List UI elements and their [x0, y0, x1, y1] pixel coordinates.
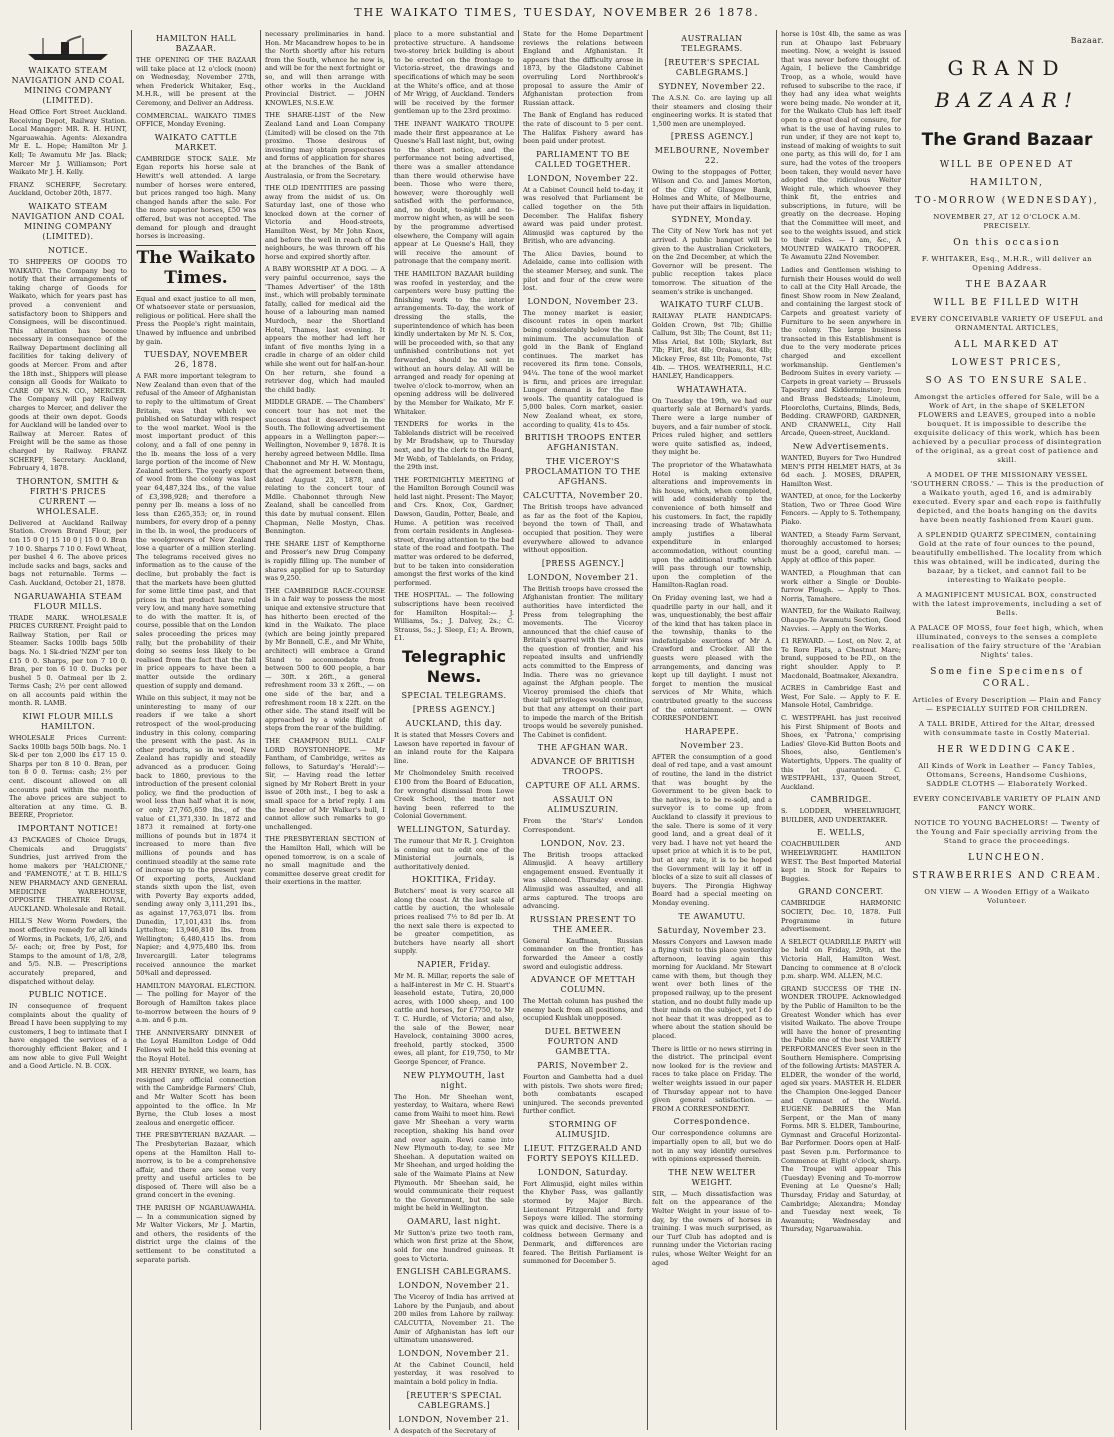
- column-8-bazaar-ad: [907, 30, 1107, 1430]
- article-paragraph: THE SHARE-LIST of the New Zealand Land and Loan Company (Limited) will be closed on the 7th proximo. Those desirous of investing may obtain prospectuses and forms of application for shares at the branches of the Bank of Australasia, or from the Secretary.: [265, 111, 385, 180]
- article-heading: LONDON, Saturday.: [537, 1167, 629, 1177]
- article-paragraph: The proprietor of the Whatawhata Hotel is making extensive alterations and improvements in his house, which, when completed, will add considerably to the convenience of both himself and his customers. In fact, the rapidly increasing trade of Whatawhata amply justifies a liberal expenditure in enlarged accommodation, without counting upon the additional traffic which will pass through our township, upon the completion of the Hamilton-Raglan road.: [652, 461, 772, 590]
- article-paragraph: Messrs Conyers and Lawson made a flying visit to this place yesterday afternoon, leaving again this morning for Auckland. Mr Stewart came with them, but though they went over both lines of the proposed railway, up to the present station, and no doubt fully made up their minds on the subject, yet I do not hear that it was dropped as to where about the station should be placed.: [652, 937, 772, 1041]
- article-paragraph: THE PARISH OF NGARUAWAHIA. — In a communication signed by Mr Walter Vickers, Mr J. Martin, and others, the residents of the district urge the claims of the settlement to be constituted a separate parish.: [136, 1204, 256, 1264]
- article-heading: Correspondence.: [673, 1117, 751, 1127]
- bazaar-exclaim-heading: BAZAAR!: [934, 88, 1080, 112]
- article-heading: WAIKATO STEAM NAVIGATION AND COAL MINING COMPANY (LIMITED).: [11, 66, 125, 105]
- bazaar-ad-lines: [910, 159, 1104, 906]
- article-heading: ASSAULT ON ALIMUSZURIN.: [547, 795, 619, 815]
- article-heading: WELLINGTON, Saturday.: [397, 824, 511, 834]
- article-paragraph: £1 REWARD. — Lost, on Nov. 2, at Te Rore Flats, a Chestnut Mare; brand, supposed to be P.D., on the right shoulder. Apply to P. Macdonald, Boatmaker, Alexandra.: [781, 637, 901, 680]
- bazaar-ad-line: WILL BE OPENED AT: [939, 160, 1075, 170]
- article-heading: SYDNEY, Monday.: [671, 215, 753, 225]
- article-paragraph: Mr Sutton's prize two tooth ram, which won first prize at the Show, sold for one hundred guineas. It goes to Victoria.: [394, 1228, 514, 1263]
- article-heading: Saturday, November 23.: [657, 925, 767, 935]
- article-paragraph: Equal and exact justice to all men, Of whatsoever state or persuasion, religious or political. Here shall the Press the People's right maintain, Unawed by influence and unbribed by gain.: [136, 294, 256, 346]
- article-paragraph: Mr M. R. Millar, reports the sale of a half-interest in Mr C. H. Stuart's leasehold estate, Tutira, 20,000 acres, with 1000 sheep, and 100 cattle and horses, for £7750, to Mr T. C. Hurdle, of Victoria; and also, the sale of the Bower, near Havelock, containing 3000 acres, freehold, partly stocked, 3500 ewes, all plant, for £19,750, to Mr George Spencer, of France.: [394, 972, 514, 1066]
- article-paragraph: TENDERS for works in the Tablelands district will be received by Mr Bradshaw, up to Thursday next, and by the clerk to the Board, Mr Webb, of Tablelands, on Friday, the 29th inst.: [394, 420, 514, 472]
- article-heading: ENGLISH CABLEGRAMS.: [396, 1267, 512, 1277]
- article-paragraph: TRADE MARK. WHOLESALE PRICES CURRENT. Freight paid to Railway Station, per Rail or Steamer. Sacks 100lb bags 50lb bags. No. 1 Sk-dried 'NZM' per ton £15 0 0. Sharps, per ton 7 10 0. Bran, per ton 6 10 0. Ducks per bushel 5 0. Oatmeal per lb 2. Terms Cash; 2½ per cent allowed on all accounts paid within the month. R. LAMB.: [9, 613, 127, 708]
- article-paragraph: SIR, — Much dissatisfaction was felt on the appearance of the Welter Weight in your issue of to-day, by the owners of horses in training. I was much surprised, as our Turf Club has adopted and is running under the Victorian racing rules, whose Welter Weight for an aged: [652, 1189, 772, 1267]
- bazaar-ad-line: HAMILTON,: [970, 178, 1044, 188]
- article-paragraph: TO SHIPPERS OF GOODS TO WAIKATO. The Company beg to notify that their arrangements of taking charge of Goods for Waikato, which for years past has proved a convenient and satisfactory boon to Shippers and Consignees, will be discontinued. This alteration has become necessary in consequence of the Railway Department declining all facilities for taking delivery of goods at Mercer. From and after the 18th inst., Shippers will please consign all Goods for Waikato to CARE OF W.S.N. CO., MERCER. The Company will pay Railway charges to Mercer, and deliver the goods at their own depot. Goods for Auckland will be landed over to Railway at Mercer. Rates of Freight will be the same as those charged by Railway. FRANZ SCHERFF, Secretary. Auckland, February 4, 1878.: [9, 257, 127, 473]
- article-paragraph: THE PRESBYTERIAN BAZAAR. — The Presbyterian Bazaar, which opens at the Hamilton Hall to-morrow, is to be a comprehensive affair, and there are some very pretty and useful articles to be disposed of. There will also be a grand concert in the evening.: [136, 1131, 256, 1200]
- article-heading: HOKITIKA, Friday.: [411, 875, 496, 885]
- article-heading: NGARUAWAHIA STEAM FLOUR MILLS.: [13, 591, 123, 611]
- article-heading: ADVANCE OF BRITISH TROOPS.: [530, 757, 636, 777]
- article-heading: LONDON, November 23.: [527, 296, 639, 306]
- article-paragraph: S. LODDER, WHEELWRIGHT, BUILDER, AND UNDERTAKER.: [781, 807, 901, 824]
- article-heading: AUSTRALIAN TELEGRAMS.: [681, 34, 743, 53]
- article-paragraph: At the Cabinet Council, held yesterday, it was resolved to maintain a bold policy in India.: [394, 1360, 514, 1386]
- article-heading: LONDON, Nov. 23.: [540, 838, 626, 848]
- column-7: [778, 30, 904, 1430]
- newspaper-nameplate: The Waikato Times.: [136, 245, 256, 291]
- bazaar-ad-line: LUNCHEON.: [968, 853, 1046, 863]
- article-heading: LIEUT. FITZGERALD AND FORTY SEPOYS KILLED.: [524, 1143, 642, 1163]
- article-paragraph: THE OPENING OF THE BAZAAR will take place at 12 o'clock (noon) on Wednesday, November 27th, when Frederick Whitaker, Esq., M.H.R., will be present at the Ceremony, and Deliver an Address.: [136, 56, 256, 107]
- article-heading: BRITISH TROOPS ENTER AFGHANISTAN.: [524, 433, 642, 453]
- article-paragraph: While on this subject, it may not be uninteresting to many of our readers if we take a short retrospect of the wool-producing industry in this colony, comparing the present with the past. As in other products, so in wool, New Zealand has rapidly and steadily advanced as a producer. Going back to 1860, previous to the introduction of the present colonial policy, we find the production of wool less than half what it is now, or only 27,765,659 lbs., of the value of £1,371,330. In 1872 and 1873 it remained at forty-one millions of pounds but in 1874 it increased to more than five millions of pounds and has continued steadily at the same rate of increase up to the present year. Of exporting ports, Auckland stands sixth upon the list, even with Poverty Bay exports added, sending away only 3,111,291 lbs., as against 17,763,071 lbs. from Dunedin, 17,101,431 lbs. from Lyttelton; 13,946,810 lbs. from Wellington; 6,480,415 lbs. from Napier; and 4,975,480 lbs. from Invercargill. Later telegrams received announce the market 50%all and depressed.: [136, 694, 256, 978]
- steamship-icon: [23, 34, 113, 62]
- bazaar-ad-line: A MAGNIFICENT MUSICAL BOX, constructed with the latest improvements, including a set of Bells.: [912, 591, 1102, 617]
- article-paragraph: At a Cabinet Council held to-day, it was resolved that Parliament be called together on the 5th December. The Halifax fishery award was paid under protest. Alimusjid was captured by the British, who are advancing.: [523, 185, 643, 246]
- bazaar-ad-line: Amongst the articles offered for Sale, will be a Work of Art, in the shape of SKELETON FLOWERS and LEAVES, grouped into a noble bouquet. It is impossible to describe the exquisite delicacy of this work, which has been achieved by a peculiar process of disintegration of the original, as a great cost of patience and skill.: [912, 393, 1102, 464]
- article-paragraph: IN consequence of frequent complaints about the quality of Bread I have been supplying to my customers, I beg to intimate that I have engaged the services of a thoroughly efficient Baker, and I am now able to give Full Weight and a Good Article. N. B. COX.: [9, 1002, 127, 1071]
- article-paragraph: CAMBRIDGE HARMONIC SOCIETY, Dec. 10, 1878. Full Programme in future advertisement.: [781, 899, 901, 934]
- article-heading: TE AWAMUTU.: [678, 911, 746, 921]
- article-paragraph: The Hon. Mr Sheehan went, yesterday, to Waitara, where Rewi came from Waihi to meet him. Rewi gave Mr Sheehan a very warm reception, shaking his hand over and over again. Rewi came into New Plymouth to-day, to see Mr Sheehan. A deputation waited on Mr Sheehan, and urged holding the sale of the Waimate Plains at New Plymouth. Mr Sheehan said, he would communicate their request to the Government, but the sale might be held in Wellington.: [394, 1092, 514, 1213]
- article-heading: HARAPEPE.: [684, 726, 740, 736]
- article-paragraph: FRANZ SCHERFF, Secretary. Auckland, October 20th, 1877.: [9, 180, 127, 198]
- article-heading: SPECIAL TELEGRAMS.: [401, 690, 507, 700]
- article-heading: CALCUTTA, November 20.: [523, 491, 643, 501]
- column-1: [6, 30, 130, 1430]
- article-paragraph: General Kauffman, Russian commander on the frontier, has forwarded the Ameer a costly sword and eulogistic address.: [523, 936, 643, 971]
- article-paragraph: ACRES in Cambridge East and West, For Sale. — Apply to F. E. Mansole Hotel, Cambridge.: [781, 684, 901, 710]
- article-paragraph: C. WESTPFAHL has just received his First Shipment of Boots and Shoes, ex 'Patrona,' comprising Ladies' Glove-Kid Button Boots and Shoes, also, Gentlemen's Watertights, Uppers. The quality of this lot guaranteed. C. WESTPFAHL, 137, Queen Street, Auckland.: [781, 713, 901, 791]
- article-paragraph: State for the Home Department reviews the relations between England and Afghanistan. It appears that the difficulty arose in 1873, by the Gladstone Cabinet overruling Lord Northbrook's proposal to assure the Amir of Afghanistan protection from Russian attack.: [523, 30, 643, 107]
- column-rule: [260, 30, 261, 1430]
- article-heading: WAIKATO CATTLE MARKET.: [154, 132, 238, 152]
- article-paragraph: MIDDLE GRADE. — The Chambers' concert tour has not met the success that it deserved in the South. The following advertisement appears in a Wellington paper:— Wellington, November 9, 1878. It is hereby agreed between Mdlle. Ilma Chabonnet and Mr H. W. Montagu, that the agreement between them, dated August 23, 1878, and relating to the concert tour of Mdlle. Chabonnet through New Zealand, shall be cancelled from this date by mutual consent. Ellen Chapman, Nelle Mostyn, Chas. Bennington.: [265, 398, 385, 536]
- bazaar-ad-line: HER WEDDING CAKE.: [937, 745, 1077, 755]
- article-heading: WAIKATO TURF CLUB.: [660, 300, 764, 310]
- article-heading: THE NEW WELTER WEIGHT.: [668, 1167, 756, 1187]
- bazaar-ad-line: NOVEMBER 27, AT 12 O'CLOCK A.M. PRECISELY.: [933, 213, 1081, 230]
- column-4: [391, 30, 517, 1435]
- column-rule: [131, 30, 132, 1430]
- column-3: [262, 30, 388, 1430]
- article-paragraph: The British troops have crossed the Afghanistan frontier. The military authorities have interdicted the Press from telegraphing the movements. The Viceroy announced that the chief cause of Britain's quarrel with the Amir was the question of frontier, and his repeated insults and unfriendly acts committed to the Empress of India. There was no grievance against the Afghan people. The Viceroy promised the chiefs that their tall privileges would continue, but that any attempt on their part to impede the march of the British troops would be severely punished. The Cabinet is confident.: [523, 584, 643, 739]
- column-rule: [776, 30, 777, 1430]
- article-paragraph: COACHBUILDER AND WHEELWRIGHT. HAMILTON WEST. The Best Imported Material kept in Stock for Repairs to Buggies.: [781, 840, 901, 883]
- bazaar-ad-line: F. WHITAKER, Esq., M.H.R., will deliver an Opening Address.: [921, 255, 1093, 272]
- article-heading: NOTICE.: [47, 245, 89, 255]
- article-paragraph: On Tuesday the 19th, we had our quarterly sale at Bernard's yards. There were a large number of buyers, and a fair number of stock. Prices ruled higher, and settlers were quite satisfied as, indeed, they might be.: [652, 396, 772, 457]
- column-rule: [518, 30, 519, 1430]
- bazaar-ad-line: A SPLENDID QUARTZ SPECIMEN, containing Gold at the rate of four ounces to the pound, beautifully embellished. The locality from which this was obtained, will be indicated, during the bazaar, by a ticket, and cannot fail to be interesting to Waikato people.: [911, 531, 1103, 584]
- column-5: [520, 30, 646, 1430]
- column-2: [133, 30, 259, 1430]
- article-heading: [REUTER'S SPECIAL CABLEGRAMS.]: [664, 58, 760, 77]
- article-paragraph: THE CAMBRIDGE RACE-COURSE is in a fair way to possess the most unique and extensive structure that has hitherto been erected of the kind in the Waikato. The place (which are being jointly prepared by Mr Bonnell, C.E., and Mr White, architect) will embrace a Grand Stand to accommodate from between 500 to 600 people, a bar — 30ft. x 26ft., a general refreshment room 33 x 26ft., — on one side of the bar, and a refreshment room 18 x 22ft. on the other side. The stand itself will be approached by a wide flight of steps from the rear of the building.: [265, 586, 385, 733]
- bazaar-ad-line: SO AS TO ENSURE SALE.: [925, 376, 1089, 386]
- article-paragraph: The rumour that Mr R. J. Creighton is coming out to edit one of the Ministerial journals, is authoritatively denied.: [394, 836, 514, 871]
- article-paragraph: It is stated that Messrs Covers and Lawson have reported in favour of an inland route for the Kaipara line.: [394, 730, 514, 765]
- article-paragraph: WANTED, a Ploughman that can work either a Single or Double-furrow Plough. — Apply to Thos. Norris, Tamahere.: [781, 569, 901, 603]
- article-heading: TUESDAY, NOVEMBER 26, 1878.: [143, 350, 249, 370]
- article-paragraph: THE CHAMPION BULL CALF LORD ROYSTONHOPE. — Mr Fantham, of Cambridge, writes as follows, to Saturday's 'Herald':— Sir, — Having read the letter signed by Mr Robert Brett in your issue of 20th inst., I beg to ask a small space for a brief reply. I am the breeder of Mr Walker's bull, I cannot allow such remarks to go unchallenged.: [265, 736, 385, 831]
- article-heading: STORMING OF ALIMUSJID.: [548, 1119, 618, 1139]
- article-paragraph: Mr Cholmondeley Smith received £100 from the Board of Education, for wrongful dismissal from Lowe Creek School, the matter not having been referred to the Colonial Government.: [394, 769, 514, 821]
- bazaar-ad-line: WILL BE FILLED WITH: [933, 298, 1081, 308]
- article-heading: IMPORTANT NOTICE!: [17, 824, 119, 833]
- bazaar-ad-line: A PALACE OF MOSS, four feet high, which, when illuminated, conveys to the senses a complete realisation of the fairy structure of the 'Arabian Nights' tales.: [910, 624, 1104, 659]
- bazaar-heading: Bazaar.: [1070, 36, 1104, 45]
- article-heading: PUBLIC NOTICE.: [28, 990, 108, 1000]
- bazaar-ad-line: NOTICE TO YOUNG BACHELORS! — Twenty of the Young and Fair specially arriving from the Stand to grace the proceedings.: [914, 819, 1100, 845]
- bazaar-ad-line: EVERY CONCEIVABLE VARIETY OF PLAIN AND FANCY WORK.: [913, 795, 1101, 812]
- article-heading: LONDON, November 22.: [527, 173, 639, 183]
- article-paragraph: A despatch of the Secretary of: [394, 1426, 496, 1435]
- article-paragraph: HILL'S New Worm Powders, the most effective remedy for all kinds of Worms, in Packets, 1/6, 2/6, and 5/- each; or, free by Post, for Stamps to the amount of 1/8, 2/8, and 5/5. N.B. — Prescriptions accurately prepared, and dispatched without delay.: [9, 917, 127, 986]
- article-paragraph: horse is 10st 4lb, the same as was run at Ohaupo last February meeting. Now, a weight is issued that was never before thought of. Again, I believe the Cambridge Troop, as a whole, would have refused to subscribe to the race, if they had any idea what weights were being made. No wonder at it, for the Waikato Club has left itself open to a great deal of censure, for what is the use of having rules to run under, if they are not kept to, instead of making of weights to suit one party, as this will do, for I am sure, had the votes of the troopers been taken, they would never have adopted the ridiculous Welter Weight rule, which whoever they think fit, the entries and subscriptions, in future, will be greatly on the decrease. Hoping that the Committee will meet, and see to the weights issued, and stick to their rules. — I am, &c., A MOUNTED WAIKATO TROOPER. Te Awamutu 22nd November.: [781, 30, 901, 262]
- article-heading: LONDON, November 21.: [398, 1414, 510, 1424]
- article-paragraph: HAMILTON MAYORAL ELECTION. — The polling for Mayor of the Borough of Hamilton takes place to-morrow between the hours of 9 a.m. and 6 p.m.: [136, 981, 256, 1025]
- article-paragraph: A FAR more important telegram to New Zealand than even that of the refusal of the Ameer of Afghanistan to reply to the ultimatum of Great Britain, was that which we published on Saturday with respect to the wool market. Wool is the most important product of this colony, and a fall of one penny in the lb. means the loss of a very large portion of the income of New Zealand settlers. The yearly export of wool from the colony was last year 64,487,324 lbs., of the value of £3,398,928; and therefore a penny per lb. means a loss of no less than £265,353; or, in round numbers, for every drop of a penny in the lb. in wool, the producers of the woolgrowers of New Zealand lose a quarter of a million sterling. The telegrams received gives no information as to the cause of the decline, but probably the fact is that the markets have been glutted for some little time past, and that prices in that product have ruled very low, and many have something to do with the matter. It is, of course, possible that on the London sales proceeding the prices may rally, but the probability of their doing so seems less likely to be realised from the fact that the fall in price appears to have been a matter outside the ordinary question of supply and demand.: [136, 372, 256, 690]
- article-heading: AUCKLAND, this day.: [405, 718, 503, 728]
- article-paragraph: place to a more substantial and protective structure. A handsome two-storey brick building is about to be erected on the frontage to Victoria-street, the drawings and specifications of which may be seen at the White's office, and at those of Mr Wrigg, of Auckland. Tenders will be received by the former gentleman up to the 23rd proximo.: [394, 30, 514, 116]
- bazaar-ad-line: Articles of Every Description — Plain and Fancy — ESPECIALLY SUITED FOR CHILDREN.: [912, 696, 1102, 713]
- grand-bazaar-title: The Grand Bazaar: [921, 130, 1093, 150]
- article-paragraph: The City of New York has not yet arrived. A public banquet will be given to the Australian Cricketers, on the 2nd December, at which the Governor will be present. The public reception takes place tomorrow. The situation of the seamen's strike is unchanged.: [652, 227, 772, 296]
- article-paragraph: A SELECT QUADRILLE PARTY will be held on Friday, 29th, at the Victoria Hall, Hamilton West. Dancing to commence at 8 o'clock p.m. sharp. WM. ALLEN, M.C.: [781, 937, 901, 981]
- article-paragraph: WANTED, Buyers for Two Hundred MEN'S PITH HELMET HATS, at 3s 6d each. J. MOSES, DRAPER, Hamilton West.: [781, 453, 901, 488]
- bazaar-ad-line: A MODEL OF THE MISSIONARY VESSEL 'SOUTHERN CROSS.' — This is the production of a Waikato youth, aged 16, and is admirably executed. Every spar and each rope is faithfully depicted, and the boats hanging on the davits have been neatly fashioned from Kauri gum.: [910, 471, 1104, 524]
- article-paragraph: Fourton and Gambetta had a duel with pistols. Two shots were fired; both combatants escaped uninjured. The seconds prevented further conflict.: [523, 1072, 643, 1116]
- bazaar-ad-line: Some fine Specimens of CORAL.: [930, 667, 1084, 689]
- bazaar-ad-line: ALL MARKED AT: [954, 340, 1060, 350]
- article-paragraph: Owing to the stoppages of Potter, Wilson and Co. and James Morton, of the City of Glasgow Bank, Holmes and White, of Melbourne, have put their affairs in liquidation.: [652, 168, 772, 211]
- article-paragraph: WHOLESALE Prices Current: Sacks 100lb bags 50lb bags. No. 1 Sk-d per ton 2,000 lbs £17 15 0. Sharps per ton 8 10 0. Bran, per ton 8 0 0. Terms: cash; 2½ per cent. discount allowed on all accounts paid within the month. The above prices are subject to alteration at any time. G. B. BEERE, Proprietor.: [9, 734, 127, 820]
- article-paragraph: Our correspondence columns are impartially open to all, but we do not in any way identify ourselves with opinions expressed therein.: [652, 1129, 772, 1164]
- article-heading: THE VICEROY'S PROCLAMATION TO THE AFGHANS.: [525, 457, 641, 487]
- article-paragraph: THE ANNIVERSARY DINNER of the Loyal Hamilton Lodge of Odd Fellows will be held this evening at the Royal Hotel.: [136, 1028, 256, 1063]
- article-paragraph: Delivered at Auckland Railway Station. Crown Brand Flour, per ton 15 0 0 | 15 10 0 | 15 0 0. Bran 7 10 0. Sharps 7 10 0. Fowl Wheat, per bushel 4 6. The above prices include sacks and bags, sacks and bags not returnable. Terms — Cash. Auckland, October 21, 1878.: [9, 518, 127, 587]
- article-heading: OAMARU, last night.: [407, 1216, 501, 1226]
- article-paragraph: The money market is easier, discount rates in open market being considerably below the Bank minimum. The accumulation of gold in the Bank of England continues. The market has recovered its firm tone. Consols, 94¼. The tone of the wool market is firm, and prices are irregular. Lunger demand is for the fine wools. The quantity catalogued is 5,000 bales. Corn market, easier. New Zealand wheat, ex store, according to quality, 41s to 45s.: [523, 308, 643, 429]
- bazaar-ad-line: STRAWBERRIES AND CREAM.: [912, 871, 1102, 881]
- article-paragraph: The British troops attacked Alimusjid. A heavy artillery engagement ensued. Eventually it was silenced. Thursday evening. Alimusjid was assaulted, and all arms captured. The troops are advancing.: [523, 850, 643, 911]
- article-paragraph: Head Office Fort Street Auckland. Receiving Depot, Railway Station. Local Manager: MR. R. H. HUNT, Ngaruawahia. Agents: Alexandra Mr E. L. Hope; Hamilton Mr J. Kell; Te Awamutu Mr Jas. Black; Mercer Mr J. Williamson; Port Waikato Mr J. H. Kelly.: [9, 108, 127, 177]
- article-paragraph: WANTED, for the Waikato Railway, Ohaupo-Te Awamutu Section, Good Navvies. — Apply on the Works.: [781, 607, 901, 633]
- article-paragraph: CAMBRIDGE STOCK SALE. Mr Egan reports his horse sale at Hewitt's well attended. A large number of horses were entered, but prices ranged too high. Many changed hands after the sale. For the more superior horses, £50 was offered, but was not accepted. The demand for plough and draught horses is increasing.: [136, 154, 256, 241]
- section-heading: Telegraphic News.: [402, 646, 506, 686]
- article-heading: [PRESS AGENCY.]: [541, 558, 625, 568]
- article-heading: SYDNEY, November 22.: [658, 82, 766, 91]
- article-heading: ADVANCE OF METTAH COLUMN.: [530, 975, 636, 995]
- column-rule: [647, 30, 648, 1430]
- article-paragraph: THE HAMILTON BAZAAR building was roofed in yesterday, and the carpenters were busy putting the finishing work to the interior arrangements. To-day, the work of dressing the stalls, the superintendence of which has been kindly undertaken by Mr N. S. Cox, will be proceeded with, so that any unfinished contributions not yet forwarded, should be sent in without an hours delay. All will be arranged and ready for opening at twelve o'clock to-morrow, when an opening address will be delivered by the Member for Waikato, Mr F. Whitaker.: [394, 270, 514, 416]
- article-heading: LONDON, November 21.: [527, 572, 639, 582]
- article-paragraph: THE SHARE LIST of Kempthorne and Prosser's new Drug Company is rapidly filling up. The number of shares applied for up to Saturday was 9,250.: [265, 539, 385, 583]
- article-paragraph: THE OLD IDENTITIES are passing away from the midst of us. On Saturday last, one of those who knocked down at the corner of Victoria and Hood-streets, Hamilton West, by Mr John Knox, and before the well in reach of the neighbours, he was thrown off his horse and expired shortly after.: [265, 184, 385, 261]
- article-paragraph: The Alice Davies, bound to Adelaide, came into collision with the steamer Mersey, and sunk. The pilot and four of the crew were lost.: [523, 249, 643, 293]
- article-heading: PARLIAMENT TO BE CALLED TOGETHER.: [534, 149, 632, 169]
- article-heading: MELBOURNE, November 22.: [654, 146, 770, 166]
- article-heading: New Advertisements.: [792, 441, 890, 451]
- article-paragraph: THE INFANT WAIKATO TROUPE made their first appearance at Le Quesne's Hall last night, but, owing to the short notice, and the performance not being advertised, there was a smaller attendance than there would otherwise have been. Those who were there, however, were thoroughly well satisfied with the performance, and, no doubt, to-night and to-morrow night when, as will be seen by the programme advertised elsewhere, the Company will again appear at Le Quesne's Hall, they will receive the amount of patronage that the company merit.: [394, 119, 514, 266]
- bazaar-ad-line: A TALL BRIDE, Attired for the Altar, dressed with consummate taste in Costly Material.: [918, 720, 1096, 737]
- article-heading: PARIS, November 2.: [537, 1060, 629, 1070]
- article-heading: LONDON, November 21.: [398, 1348, 510, 1358]
- masthead: THE WAIKATO TIMES, TUESDAY, NOVEMBER 26 1878.: [354, 6, 760, 19]
- article-heading: WAIKATO STEAM NAVIGATION AND COAL MINING COMPANY (LIMITED).: [11, 201, 125, 241]
- article-paragraph: There is little or no news stirring in the district. The principal event now looked for is the review and races to take place on Friday. The welter weights issued in our paper of Thursday appear not to have given general satisfaction. — FROM A CORRESPONDENT.: [652, 1044, 772, 1113]
- article-heading: WHATAWHATA.: [676, 384, 748, 394]
- article-paragraph: The A.S.N. Co. are laying up all their steamers and closing their engineering works. It is stated that 1,500 men are unemployed.: [652, 94, 772, 128]
- article-heading: THORNTON, SMITH & FIRTH'S PRICES CURRENT — WHOLESALE.: [16, 476, 120, 516]
- article-heading: CAPTURE OF ALL ARMS.: [525, 781, 641, 791]
- article-paragraph: RAILWAY PLATE HANDICAPS: Golden Crown, 9st 7lb; Ghillie Callum, 9st 3lb; The Count, 8st 11; Miss Ariel, 8st 10lb; Skylark, 8st 7lb; Flirt, 8st 4lb; Orakau, 8st 4lb; Mickey Free, 8st 1lb; Pomonte, 7st 4lb. — THOS. WEATHERILL, H.C. HANLEY, Handicappers.: [652, 312, 772, 381]
- article-paragraph: Butchers' meat is very scarce all along the coast. At the last sale of cattle by auction, the wholesale prices realised 7½ to 8d per lb. At the next sale there is expected to be greater competition, as butchers have nearly all short supply.: [394, 887, 514, 956]
- article-heading: E. WELLS,: [817, 828, 865, 838]
- article-paragraph: GRAND SUCCESS OF THE IN-WONDER TROUPE. Acknowledged by the Public of Hamilton to be the Greatest Wonder which has ever visited Waikato. The above Troupe will have the honor of presenting the Public one of the best VARIETY PERFORMANCES Ever seen in the Southern Hemisphere. Comprising of the following Artists: MASTER A. ELDER, the wonder of the world, aged six years. MASTER H. ELDER the Champion One-legged Dancer and Gymnast of the World. EUGENE DeBRIES the Man Serpent, or the Man of many Forms. MR S. ELDER, Tambourine, Gymnast and Graceful Horizontal-Bar Performer. Doors open at Half-past Seven p.m. Performance to Commence at Eight o'clock, sharp. The Troupe will appear This (Tuesday) Evening and To-morrow Evening at Le Quesne's Hall; Thursday, Friday and Saturday, at Cambridge; Alexandra; Monday and Tuesday next week, Te Awamutu; Wednesday and Thursday, Ngaruawahia.: [781, 984, 901, 1234]
- bazaar-ad-line: TO-MORROW (WEDNESDAY),: [915, 196, 1099, 206]
- article-heading: NAPIER, Friday.: [417, 960, 491, 970]
- article-heading: November 23.: [680, 740, 744, 750]
- article-paragraph: COMMERCIAL. WAIKATO TIMES OFFICE, Monday Evening.: [136, 111, 256, 129]
- article-paragraph: The Viceroy of India has arrived at Lahore by the Punjaub, and about 200 miles from Lahore by railway. CALCUTTA, November 21. The Amir of Afghanistan has left our ultimatum unanswered.: [394, 1293, 514, 1345]
- article-heading: LONDON, November 21.: [398, 1281, 510, 1291]
- article-paragraph: The Bank of England has reduced the rate of discount to 5 per cent. The Halifax Fishery award has been paid under protest.: [523, 111, 643, 146]
- article-paragraph: THE PRESBYTERIAN SECTION of the Hamilton Hall, which will be opened tomorrow, is on a scale of no small magnitude and the committee deserve great credit for their exertions in the matter.: [265, 835, 385, 887]
- column-rule: [389, 30, 390, 1430]
- article-heading: CAMBRIDGE.: [810, 795, 872, 805]
- article-heading: THE AFGHAN WAR.: [537, 743, 629, 753]
- bazaar-ad-line: LOWEST PRICES,: [951, 358, 1063, 368]
- article-heading: [REUTER'S SPECIAL CABLEGRAMS.]: [406, 1390, 502, 1410]
- article-paragraph: WANTED, at once, for the Lockerby Station, Two or Three Good Wire Fencers. — Apply to S. Tothempany, Piako.: [781, 492, 901, 527]
- article-paragraph: On Friday evening last, we had a quadrille party in our hall, and it was, unquestionably, the best affair of the kind that has taken place in the township, thanks to the indefatigable exertions of Mr A. Crawford and Crocker. All the guests were pleased with the arrangements, and dancing was kept up till daylight. I must not forget to mention the musical services of Mr White, which contributed greatly to the success of the entertainment. — OWN CORRESPONDENT.: [652, 593, 772, 723]
- column-6: [649, 30, 775, 1430]
- grand-heading: GRAND: [947, 56, 1067, 80]
- article-heading: KIWI FLOUR MILLS HAMILTON.: [22, 712, 114, 732]
- article-heading: DUEL BETWEEN FOURTON AND GAMBETTA.: [544, 1026, 622, 1056]
- article-paragraph: From the 'Star's' London Correspondent.: [523, 817, 643, 834]
- bazaar-ad-line: All Kinds of Work in Leather — Fancy Tables, Ottomans, Screens, Handsome Cushions, SADDLE CLOTHS — Elaborately Worked.: [918, 762, 1096, 788]
- article-paragraph: necessary preliminaries in hand. Hon. Mr Macandrew hopes to be in the North shortly after his return from the South, whence he now is, and will be for the next fortnight or so, and will then arrange with other works in the Auckland Provincial District. — JOHN KNOWLES, N.S.E.W.: [265, 30, 385, 107]
- bazaar-ad-line: ON VIEW — A Wooden Effigy of a Waikato Volunteer.: [924, 888, 1090, 905]
- column-rule: [905, 30, 906, 1430]
- article-paragraph: THE FORTNIGHTLY MEETING of the Hamilton Borough Council was held last night. Present: The Mayor, and Crs. Knox, Cox, Gardner, Dawson, Gaudin, Potter, Beale, and Hume. A petition was received from certain residents in Anglesea-street, drawing attention to the bad state of the road and footpath. The matter was ordered to be deferred, but to be taken into consideration amongst the first works of the kind performed.: [394, 475, 514, 587]
- article-heading: NEW PLYMOUTH, last night.: [403, 1070, 505, 1090]
- article-heading: GRAND CONCERT.: [798, 887, 884, 897]
- article-paragraph: THE HOSPITAL. — The following subscriptions have been received for Hamilton Hospital:— J. Williams, 5s.; J. Dalvey, 2s.; C. Strauss, 5s.; J. Sleep, £1; A. Brown, £1.: [394, 591, 514, 643]
- article-heading: RUSSIAN PRESENT TO THE AMEER.: [529, 914, 637, 934]
- article-heading: [PRESS AGENCY.]: [412, 704, 496, 714]
- article-paragraph: 43 PACKAGES of Choice Drugs, Chemicals and Druggists' Sundries, just arrived from the home makers per 'HALCIONE,' and 'FAMENOTE,' at T. B. HILL'S NEW PHARMACY AND GENERAL MEDICINE WAREHOUSE, OPPOSITE THEATRE ROYAL, AUCKLAND. Wholesale and Retail.: [9, 836, 127, 913]
- article-paragraph: AFTER the consumption of a good deal of red tape, and a vast amount of routine, the land in the district that was bought by the Government to be given back to the natives, is to be re-sold, and a surveyor is to come up from Auckland to classify it previous to the sale. There is some of it very good land, and a great deal of it very bad. I have not yet heard the upset price at which it is to be put, but at any rate, it is to be hoped the Government will lay it off in blocks of a size to suit all classes of buyers. The Pirongia Highway Board had a special meeting on Monday evening.: [652, 752, 772, 907]
- bazaar-ad-line: THE BAZAAR: [965, 280, 1049, 290]
- article-heading: [PRESS AGENCY.]: [670, 132, 754, 142]
- article-heading: HAMILTON HALL BAZAAR.: [155, 34, 237, 53]
- bazaar-ad-line: On this occasion: [953, 238, 1061, 248]
- article-paragraph: Ladies and Gentlemen wishing to furnish their Houses would do well to call at the City Hall Arcade, the finest Show room in New Zealand, and containing the largest stock of Carpets and greatest variety of Furniture to be seen anywhere in the colony. The large business transacted in this Establishment is due to the very moderate prices charged and excellent workmanship. Gentlemen's Bedroom Suites in every variety. — Carpets in great variety — Brussels Tapestry and Kidderminster; Iron and Brass Bedsteads; Linoleum, Floorcloths, Curtains, Blinds, Beds, Bedding. CRAWFORD, GARDNER, AND CRANWELL, City Hall Arcade, Queen-street, Auckland.: [781, 266, 901, 438]
- article-paragraph: MR HENRY BYRNE, we learn, has resigned any official connection with the Cambridge Farmers' Club, and Mr Walter Scott has been appointed to the office. In Mr Byrne, the Club loses a most zealous and energetic officer.: [136, 1067, 256, 1127]
- bazaar-ad-line: EVERY CONCEIVABLE VARIETY OF USEFUL and ORNAMENTAL ARTICLES,: [910, 315, 1104, 332]
- article-paragraph: WANTED, a Steady Farm Servant, thoroughly accustomed to horses; must be a good, careful man. — Apply at office of this paper.: [781, 530, 901, 565]
- article-paragraph: Fort Alimusjid, eight miles within the Khyber Pass, was gallantly stormed by Major Birch. Lieutenant Fitzgerald and forty Sepoys were killed. The storming was quick and decisive. There is a coldness between Germany and Denmark, and differences are feared. The British Parliament is summoned for December 5.: [523, 1179, 643, 1266]
- article-paragraph: A BABY WORSHIP AT A DOG. — A very painful occurrence, says the 'Thames Advertiser' of the 18th inst., which will probably terminate fatally, called for medical aid the house of a labouring man named Murdoch, near the Shortland Hotel, Thames, last evening. It appears the mother had left her infant of five months lying in a cradle in charge of an older child while she went out for half-an-hour. On her return, she found a retriever dog, which had mauled the child badly.: [265, 265, 385, 394]
- article-paragraph: The British troops have advanced as far as the foot of the Kapiou, beyond the town of Thall, and occupied that position. They were everywhere allowed to advance without opposition.: [523, 503, 643, 555]
- article-paragraph: The Mettah column has pushed the enemy back from all positions, and occupied Kushlak unopposed.: [523, 997, 643, 1023]
